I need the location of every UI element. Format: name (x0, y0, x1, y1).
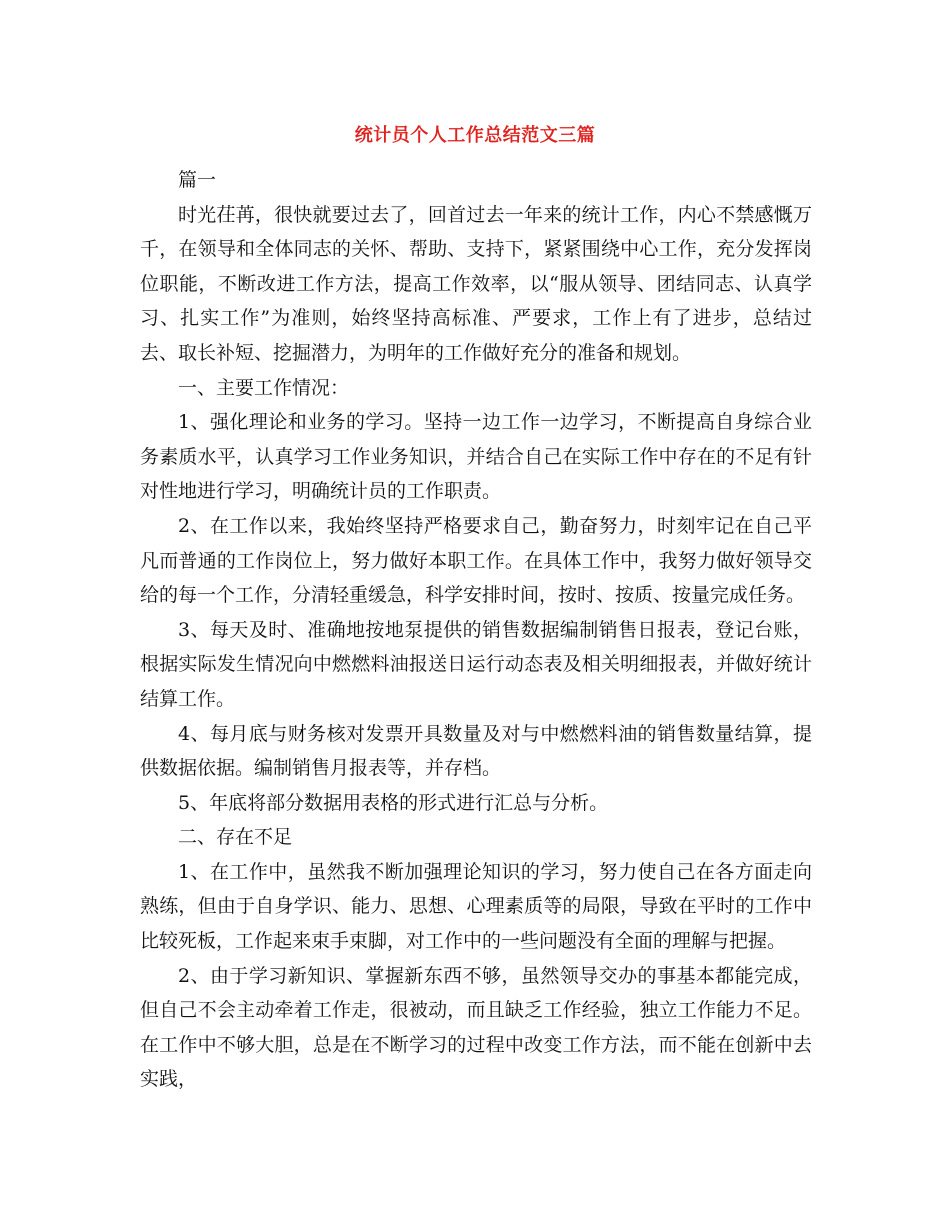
section-heading-part-one: 篇一 (178, 169, 217, 191)
section-heading-main-work: 一、主要工作情况： (178, 376, 350, 399)
paragraph-shortcoming-2: 2、由于学习新知识、掌握新东西不够，虽然领导交办的事基本都能完成，但自己不会主动牵着工作走，很被动，而且缺乏工作经验，独立工作能力不足。在工作中不够大胆，总是在不断学习的过程中改变工作方法，而不能在创新中去实践， (140, 964, 812, 1091)
paragraph-intro: 时光茌苒，很快就要过去了，回首过去一年来的统计工作，内心不禁感慨万千，在领导和全体同志的关怀、帮助、支持下，紧紧围绕中心工作，充分发挥岗位职能，不断改进工作方法，提高工作效率，以“服从领导、团结同志、认真学习、扎实工作”为准则，始终坚持高标准、严要求，工作上有了进步，总结过去、取长补短、挖掘潜力，为明年的工作做好充分的准备和规划。 (140, 203, 812, 364)
document-body (140, 163, 812, 1097)
section-heading-shortcomings: 二、存在不足 (178, 826, 293, 849)
paragraph-work-item-5: 5、年底将部分数据用表格的形式进行汇总与分析。 (178, 791, 609, 814)
paragraph-work-item-2: 2、在工作以来，我始终坚持严格要求自己，勤奋努力，时刻牢记在自己平凡而普通的工作岗位上，努力做好本职工作。在具体工作中，我努力做好领导交给的每一个工作，分清轻重缓急，科学安排时间，按时、按质、按量完成任务。 (140, 514, 812, 607)
paragraph-shortcoming-1: 1、在工作中，虽然我不断加强理论知识的学习，努力使自己在各方面走向熟练，但由于自身学识、能力、思想、心理素质等的局限，导致在平时的工作中比较死板，工作起来束手束脚，对工作中的一些问题没有全面的理解与把握。 (140, 860, 812, 953)
paragraph-work-item-4: 4、每月底与财务核对发票开具数量及对与中燃燃料油的销售数量结算，提供数据依据。编制销售月报表等，并存档。 (140, 722, 812, 780)
paragraph-work-item-3: 3、每天及时、准确地按地泵提供的销售数据编制销售日报表，登记台账，根据实际发生情况向中燃燃料油报送日运行动态表及相关明细报表，并做好统计结算工作。 (140, 618, 812, 710)
document-title: 统计员个人工作总结范文三篇 (354, 125, 596, 146)
paragraph-work-item-1: 1、强化理论和业务的学习。坚持一边工作一边学习，不断提高自身综合业务素质水平，认真学习工作业务知识，并结合自己在实际工作中存在的不足有针对性地进行学习，明确统计员的工作职责。 (140, 411, 812, 503)
